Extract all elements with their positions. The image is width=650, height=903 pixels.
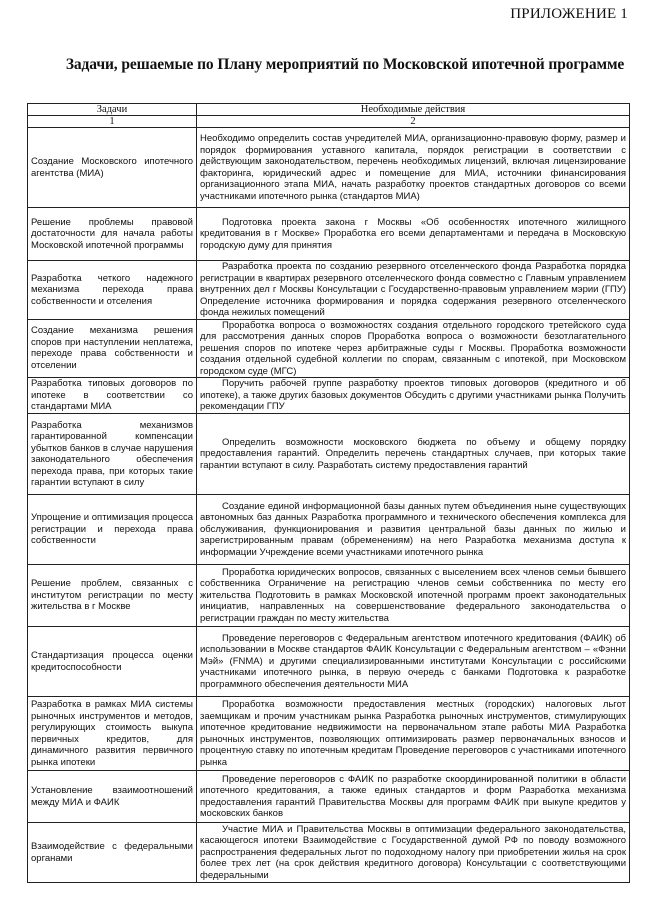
action-cell: Разработка проекта по созданию резервного отселенческого фонда Разработка порядка регистрации в квартирах резервного отселенческого фонда совместно с Главным управлением внутренних дел г Москвы Консультации с Государственно-правовым управлением мэрии (ГПУ) Определение источника формирования и порядка содержания резервного отселенческого фонда нежилых помещений (197, 261, 630, 320)
tasks-table (27, 103, 630, 883)
action-cell: Необходимо определить состав учредителей МИА, организационно-правовую форму, размер и порядок формирования уставного капитала, порядок регистрации в соответствии с действующим законодательством, перечень необходимых лицензий, включая лицензирование факторинга, юридический адрес и помещение для МИА, источники финансирования организационного этапа МИА, начать разработку проектов стандартных договоров со всеми участниками ипотечного рынка (стандартов МИА) (197, 128, 630, 208)
task-cell: Взаимодействие с федеральными органами (28, 823, 197, 883)
document-title: Задачи, решаемые по Плану мероприятий по Московской ипотечной программе (65, 56, 625, 73)
task-cell: Разработка в рамках МИА системы рыночных инструментов и методов, регулирующих стоимость выкупа первичных кредитов, для динамичного развития первичного рынка ипотеки (28, 697, 197, 771)
task-cell: Установление взаимоотношений между МИА и ФАИК (28, 771, 197, 823)
table-row (28, 697, 630, 771)
task-cell: Разработка механизмов гарантированной компенсации убытков банков в случае нарушения законодательного обеспечения перехода права, при которых такие гарантии вступают в силу (28, 414, 197, 495)
column-number-row (28, 116, 630, 128)
action-cell: Подготовка проекта закона г Москвы «Об особенностях ипотечного жилищного кредитования в г Москве» Проработка его всеми департаментами и передача в Московскую городскую думу для принятия (197, 208, 630, 261)
header-actions: Необходимые действия (197, 104, 630, 116)
table-row (28, 495, 630, 565)
task-cell: Решение проблем, связанных с институтом регистрации по месту жительства в г Москве (28, 565, 197, 627)
task-cell: Разработка четкого надежного механизма перехода права собственности и отселения (28, 261, 197, 320)
action-cell: Поручить рабочей группе разработку проектов типовых договоров (кредитного и об ипотеке), а также других базовых документов Обсудить с другими участниками рынка Получить рекомендации ГПУ (197, 378, 630, 414)
table-header-row (28, 104, 630, 116)
action-cell: Создание единой информационной базы данных путем объединения ныне существующих автономных баз данных Разработка программного и технического обеспечения комплекса для обслуживания, функционирования и развития центральной базы данных по жилью и зарегистрированным правам (обременениям) на него Разработка механизма доступа к информации Учреждение всеми участниками ипотечного рынка (197, 495, 630, 565)
action-cell: Проработка юридических вопросов, связанных с выселением всех членов семьи бывшего собственника Ограничение на регистрацию членов семьи собственника по месту его жительства Подготовить в рамках Московской ипотечной программ проект законодательных инициатив, направленных на совершенствование федерального законодательства о регистрации граждан по месту жительства (197, 565, 630, 627)
table-row (28, 319, 630, 378)
task-cell: Решение проблемы правовой достаточности для начала работы Московской ипотечной программы (28, 208, 197, 261)
column-number-2: 2 (197, 116, 630, 128)
action-cell: Проработка возможности предоставления местных (городских) налоговых льгот заемщикам и прочим участникам рынка Разработка рыночных инструментов, стимулирующих ипотечное кредитование недвижимости на первоначальном этапе работы МИА Разработка рыночных инструментов, позволяющих оптимизировать размер первоначальных взносов и процентную ставку по ипотечным кредитам Проведение переговоров с участниками ипотечного рынка (197, 697, 630, 771)
task-cell: Разработка типовых договоров по ипотеке в соответствии со стандартами МИА (28, 378, 197, 414)
table-row (28, 823, 630, 883)
action-cell: Проведение переговоров с Федеральным агентством ипотечного кредитования (ФАИК) об использовании в Москве стандартов ФАИК Консультации с Федеральным агентством – «Фэнни Мэй» (FNMA) и другими специализированными институтами Консультации с российскими участниками ипотечного рынка, в первую очередь с банками Подготовка к разработке программного обеспечения деятельности МИА (197, 627, 630, 697)
table-row (28, 627, 630, 697)
table-row (28, 378, 630, 414)
action-cell: Определить возможности московского бюджета по объему и общему порядку предоставления гарантий. Определить перечень стандартных случаев, при которых такие гарантии вступают в силу. Разработать систему предоставления гарантий (197, 414, 630, 495)
table-row (28, 414, 630, 495)
table-row (28, 208, 630, 261)
table-row (28, 565, 630, 627)
action-cell: Участие МИА и Правительства Москвы в оптимизации федерального законодательства, касающегося ипотеки Взаимодействие с Государственной думой РФ по поводу возможного распространения федеральных льгот по подоходному налогу при приобретении жилья на срок более трех лет (на срок действия кредитного договора) Консультации с соответствующими федеральными (197, 823, 630, 883)
table-row (28, 261, 630, 320)
table-row (28, 128, 630, 208)
task-cell: Стандартизация процесса оценки кредитоспособности (28, 627, 197, 697)
header-tasks: Задачи (28, 104, 197, 116)
table-row (28, 771, 630, 823)
task-cell: Создание механизма решения споров при наступлении неплатежа, переходе права собственности и отселении (28, 319, 197, 378)
action-cell: Проработка вопроса о возможностях создания отдельного городского третейского суда для рассмотрения данных споров Проработка вопроса о возможности безотлагательного решения споров по ипотеке через арбитражные суды г Москвы. Проработка возможности создания отдельной судебной коллегии по спорам, связанным с ипотекой, при Московском городском суде (МГС) (197, 319, 630, 378)
task-cell: Упрощение и оптимизация процесса регистрации и перехода права собственности (28, 495, 197, 565)
appendix-label: ПРИЛОЖЕНИЕ 1 (510, 6, 628, 22)
task-cell: Создание Московского ипотечного агентства (МИА) (28, 128, 197, 208)
action-cell: Проведение переговоров с ФАИК по разработке скоординированной политики в области ипотечного кредитования, а также единых стандартов и форм Разработка механизма предоставления гарантий Правительства Москвы для программ ФАИК при выкупе кредитов у московских банков (197, 771, 630, 823)
column-number-1: 1 (28, 116, 197, 128)
